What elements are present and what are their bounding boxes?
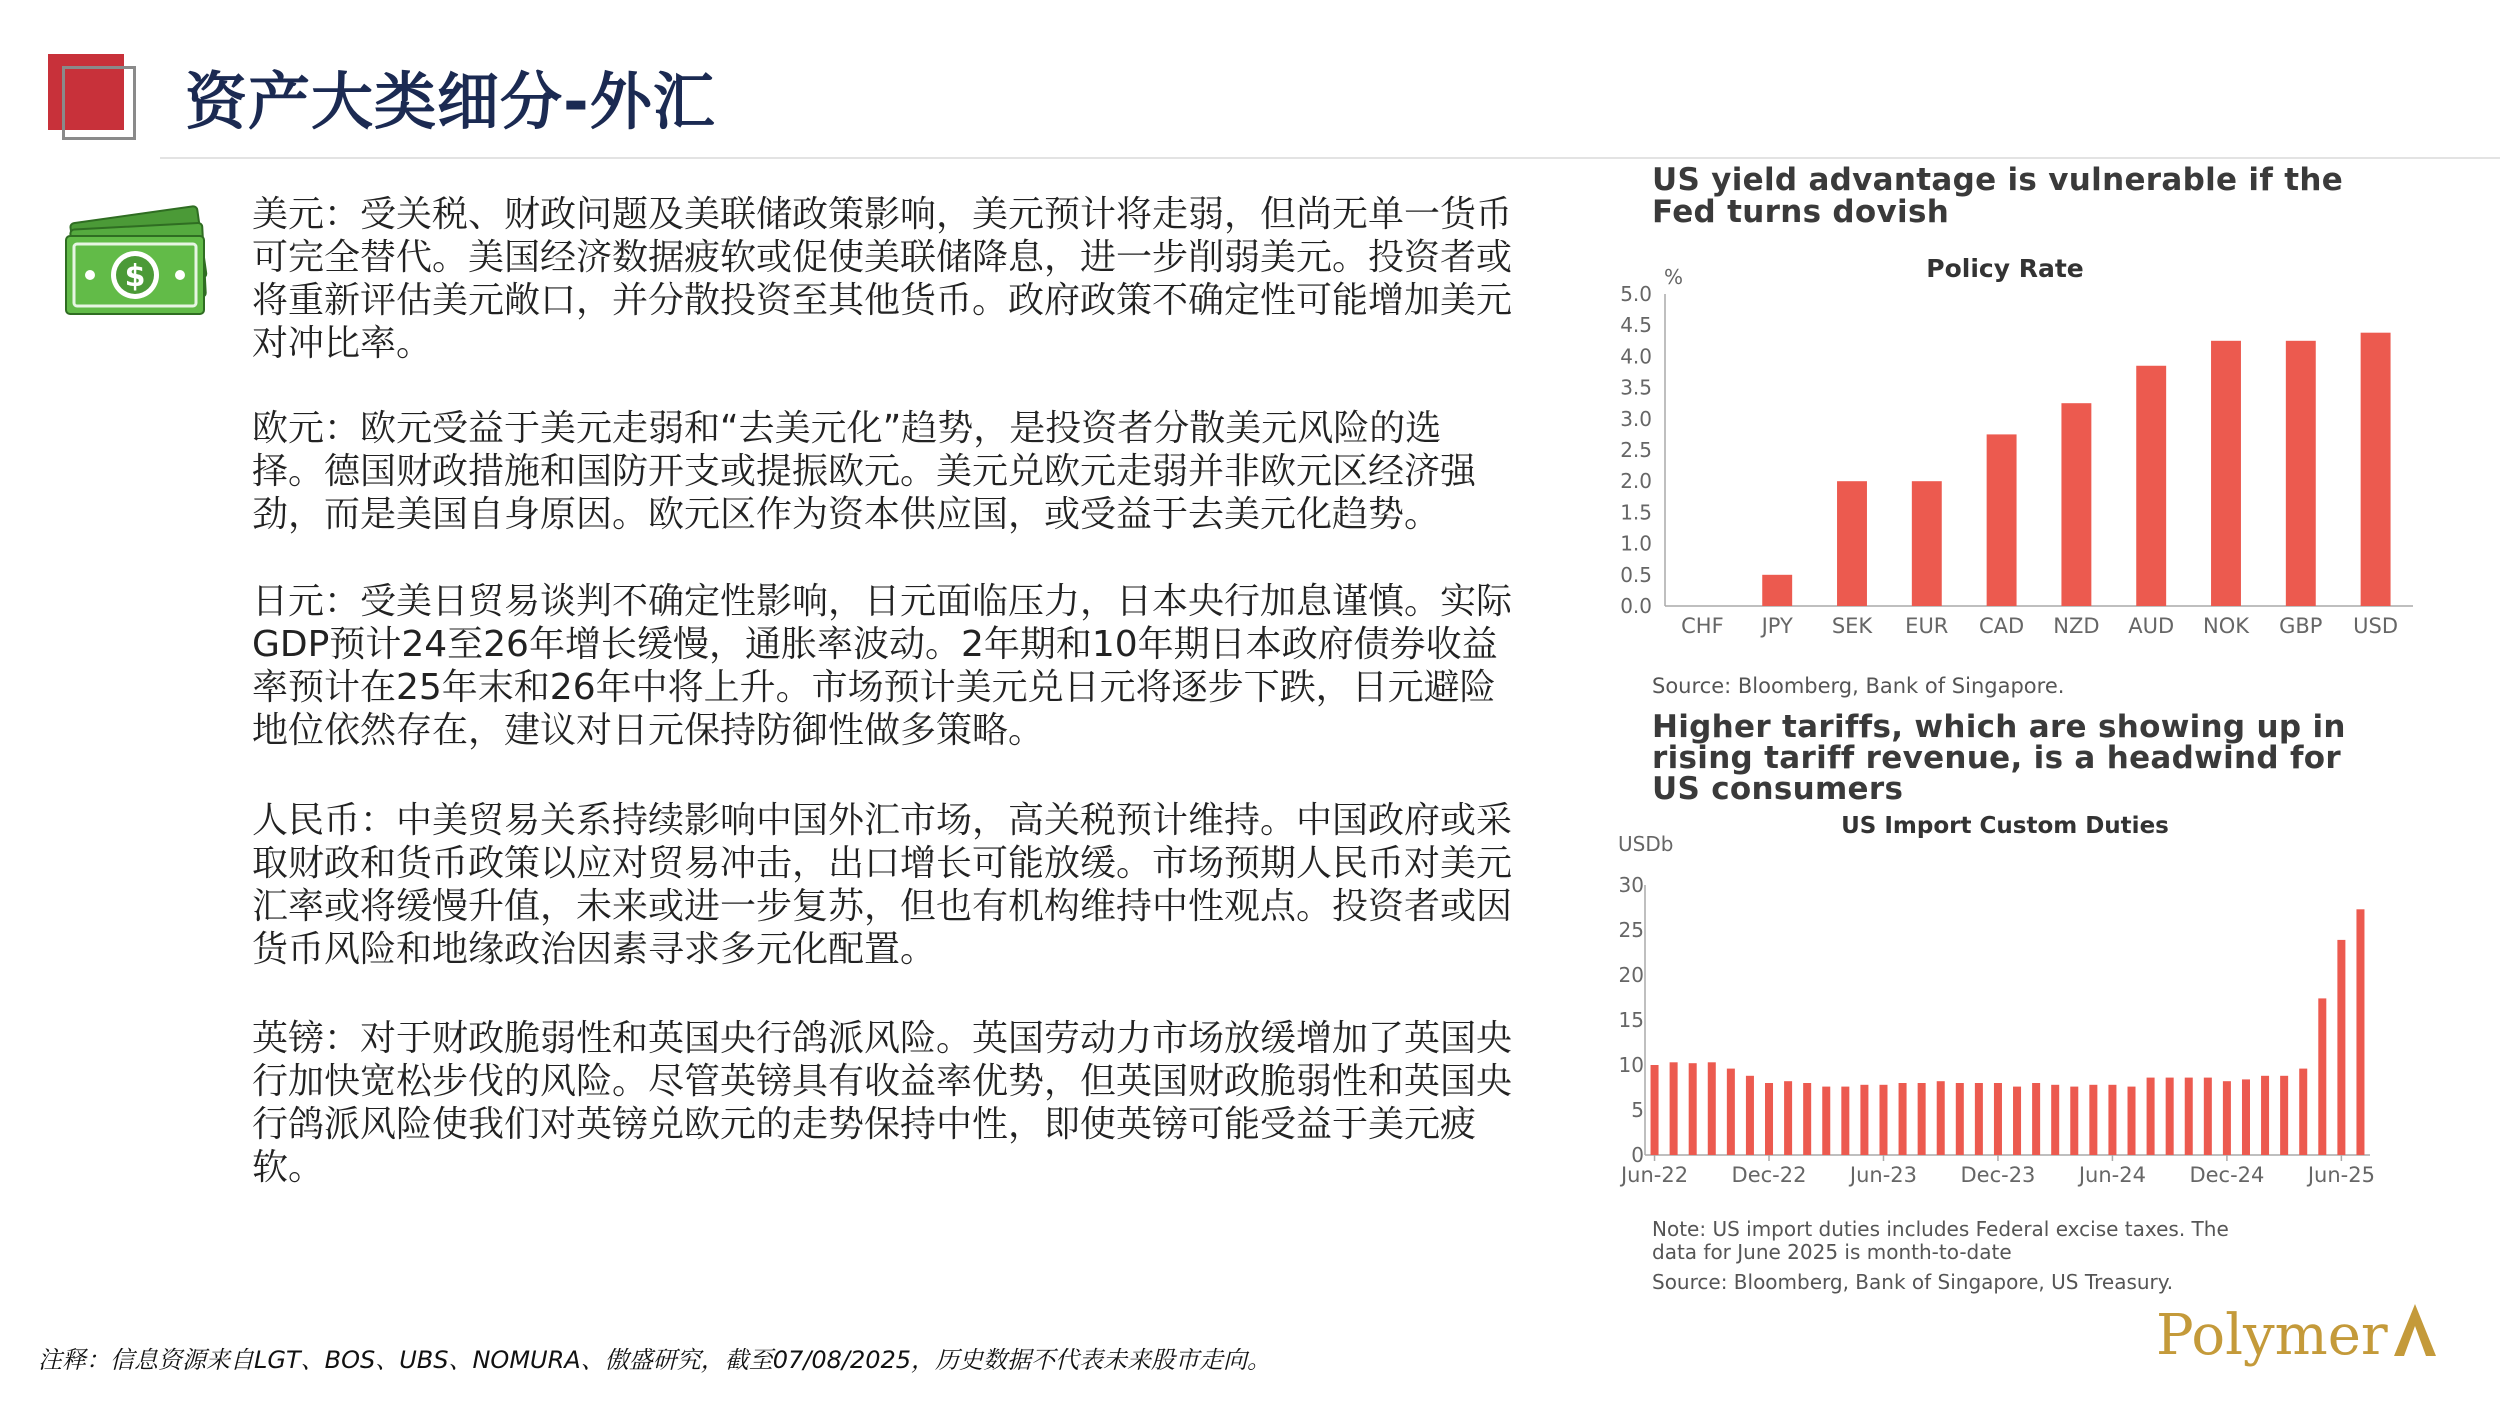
x-tick-label: CHF [1681,614,1724,638]
bar-Mar-25 [2280,1076,2288,1155]
header-divider [160,157,2500,159]
chart2-source: Source: Bloomberg, Bank of Singapore, US Treasury. [1652,1270,2174,1294]
bar-Apr-25 [2299,1069,2307,1155]
chart1-headline-line2: Fed turns dovish [1652,194,1950,230]
brand-logo [2156,1300,2438,1368]
y-tick-label: 10 [1618,1053,1644,1077]
x-tick-label: Dec-24 [2189,1163,2265,1187]
bar-Apr-24 [2070,1087,2078,1155]
x-tick-label: Jun-22 [1620,1163,1689,1187]
x-tick-label: NZD [2053,614,2100,638]
bar-CAD [1987,434,2017,606]
brand-triangle-icon [2388,1300,2438,1358]
bar-NZD [2061,403,2091,606]
y-tick-label: 2.5 [1620,438,1652,462]
y-tick-label: 0 [1631,1143,1644,1167]
bar-USD [2361,333,2391,606]
paragraph-jpy: 日元：受美日贸易谈判不确定性影响，日元面临压力，日本央行加息谨慎。实际GDP预计24至26年增长缓慢，通胀率波动。2年期和10年期日本政府债券收益率预计在25年末和26年中将上升。市场预计美元兑日元将逐步下跌，日元避险地位依然存在，建议对日元保持防御性做多策略。 [252,581,1513,751]
paragraph-gbp: 英镑：对于财政脆弱性和英国央行鸽派风险。英国劳动力市场放缓增加了英国央行加快宽松步伐的风险。尽管英镑具有收益率优势，但英国财政脆弱性和英国央行鸽派风险使我们对英镑兑欧元的走势保持中性，即使英镑可能受益于美元疲软。 [252,1018,1513,1188]
x-tick-label: USD [2353,614,2399,638]
bar-AUD [2136,366,2166,606]
bar-May-24 [2089,1085,2097,1155]
bar-EUR [1912,481,1942,606]
bar-Aug-24 [2147,1078,2155,1155]
header-logo-frame [62,66,136,140]
y-tick-label: 2.0 [1620,469,1652,494]
x-tick-label: SEK [1831,614,1873,638]
y-tick-label: 0.5 [1620,562,1652,587]
bar-Nov-23 [1975,1083,1983,1155]
x-tick-label: Jun-23 [1849,1163,1918,1187]
bar-May-25 [2318,998,2326,1155]
y-axis-unit-label: USDb [1618,832,1674,856]
paragraph-cny: 人民币：中美贸易关系持续影响中国外汇市场，高关税预计维持。中国政府或采取财政和货币政策以应对贸易冲击，出口增长可能放缓。市场预期人民币对美元汇率或将缓慢升值，未来或进一步复苏，但也有机构维持中性观点。投资者或因货币风险和地缘政治因素寻求多元化配置。 [252,800,1513,970]
paragraph-eur: 欧元：欧元受益于美元走弱和“去美元化”趋势，是投资者分散美元风险的选择。德国财政措施和国防开支或提振欧元。美元兑欧元走弱并非欧元区经济强劲，而是美国自身原因。欧元区作为资本供应国，或受益于去美元化趋势。 [252,408,1477,535]
x-tick-label: CAD [1978,614,2025,638]
y-tick-label: 5.0 [1620,282,1652,306]
bar-Feb-24 [2032,1083,2040,1155]
y-tick-label: 15 [1618,1008,1644,1032]
chart2-note-line2: data for June 2025 is month-to-date [1652,1240,2012,1264]
bar-May-23 [1860,1085,1868,1155]
x-tick-label: Dec-23 [1960,1163,2036,1187]
bar-Nov-22 [1746,1076,1754,1155]
bar-GBP [2286,341,2316,606]
bar-Sep-22 [1708,1062,1716,1155]
brand-name: Polymer [2156,1303,2388,1368]
y-axis-unit-label: % [1664,265,1684,289]
y-tick-label: 4.0 [1620,344,1652,369]
x-tick-label: JPY [1761,614,1793,638]
x-tick-label: NOK [2202,614,2250,638]
bar-Jun-24 [2108,1085,2116,1155]
x-tick-label: AUD [2128,614,2175,638]
y-tick-label: 3.0 [1620,406,1652,431]
bar-Feb-23 [1803,1083,1811,1155]
bar-Sep-24 [2166,1078,2174,1155]
y-tick-label: 0.0 [1620,594,1652,618]
y-tick-label: 4.5 [1620,313,1652,338]
bar-Jul-24 [2128,1087,2136,1155]
chart1-headline-line1: US yield advantage is vulnerable if the [1652,162,2344,198]
x-tick-label: EUR [1905,614,1949,638]
bar-Apr-23 [1841,1087,1849,1155]
bar-Jul-22 [1670,1062,1678,1155]
x-tick-label: Dec-22 [1731,1163,1807,1187]
bar-Dec-22 [1765,1083,1773,1155]
bar-SEK [1837,481,1867,606]
bar-NOK [2211,341,2241,606]
y-tick-label: 25 [1618,918,1644,942]
y-tick-label: 1.0 [1620,531,1652,556]
x-tick-label: Jun-25 [2307,1163,2375,1187]
bar-Oct-24 [2185,1078,2193,1155]
x-tick-label: GBP [2279,614,2323,638]
bar-Oct-23 [1956,1083,1964,1155]
bar-Oct-22 [1727,1069,1735,1155]
bar-Jun-22 [1651,1065,1659,1155]
chart2-note-line1: Note: US import duties includes Federal excise taxes. The [1652,1217,2229,1241]
chart2-headline-line1: Higher tariffs, which are showing up in [1652,709,2346,745]
bar-Sep-23 [1937,1081,1945,1155]
bar-Mar-24 [2051,1085,2059,1155]
y-tick-label: 3.5 [1620,375,1652,400]
bar-Jan-24 [2013,1087,2021,1155]
y-tick-label: 20 [1618,963,1644,987]
bar-Jun-23 [1879,1085,1887,1155]
us-import-duties-chart [1600,815,2430,1195]
bar-Nov-24 [2204,1078,2212,1155]
bar-Dec-24 [2223,1081,2231,1155]
y-tick-label: 5 [1631,1098,1644,1122]
bar-Mar-23 [1822,1087,1830,1155]
y-tick-label: 1.5 [1620,500,1652,525]
chart2-headline-line2: rising tariff revenue, is a headwind for [1652,740,2341,776]
paragraph-usd: 美元：受关税、财政问题及美联储政策影响，美元预计将走弱，但尚无单一货币可完全替代。美国经济数据疲软或促使美联储降息，进一步削弱美元。投资者或将重新评估美元敞口，并分散投资至其他货币。政府政策不确定性可能增加美元对冲比率。 [252,194,1513,364]
bar-37 [2356,909,2364,1155]
dollar-bill-stack-icon [62,200,222,325]
bar-Feb-25 [2261,1076,2269,1155]
x-tick-label: Jun-24 [2078,1163,2146,1187]
bar-Jul-23 [1899,1083,1907,1155]
bar-Jan-23 [1784,1081,1792,1155]
svg-text:$: $ [124,259,146,294]
chart-title: US Import Custom Duties [1841,815,2169,839]
bar-Jun-25 [2337,940,2345,1155]
chart-title: Policy Rate [1926,254,2084,283]
bar-JPY [1762,575,1792,606]
footnote: 注释：信息资源来自LGT、BOS、UBS、NOMURA、傲盛研究，截至07/08/2025，历史数据不代表未来股市走向。 [38,1346,1272,1374]
page-title: 资产大类细分-外汇 [185,65,716,138]
bar-Aug-23 [1918,1083,1926,1155]
policy-rate-chart [1600,250,2430,650]
chart1-source: Source: Bloomberg, Bank of Singapore. [1652,674,2065,698]
y-tick-label: 30 [1618,873,1644,897]
bar-Jan-25 [2242,1079,2250,1155]
bar-Aug-22 [1689,1063,1697,1155]
chart2-headline-line3: US consumers [1652,771,1904,807]
bar-Dec-23 [1994,1083,2002,1155]
